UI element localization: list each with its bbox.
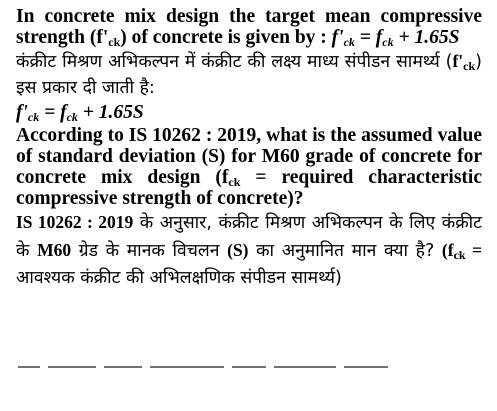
english-intro-subscript: ck [108, 35, 121, 49]
english-intro-text-2: ) of concrete is given by : [120, 27, 332, 48]
hindi-question-standard: IS 10262 : 2019 [16, 212, 134, 232]
question-content [16, 6, 482, 292]
english-question-text: According to IS 10262 : 2019, what is the assumed value of standard deviation (S) for M60 grade of concrete for concrete mix design (f [16, 125, 482, 188]
cropped-next-line [18, 366, 454, 370]
hindi-question-text-3: का अनुमानित मान क्या है? [248, 241, 442, 261]
hindi-question-text: के अनुसार, कंक्रीट मिश्रण अभिकल्पन के लिए कंक्रीट के [16, 213, 482, 261]
hindi-question-symbol: (S) [227, 240, 249, 260]
english-question-text-2: = required characteristic compressive strength of concrete)? [16, 167, 482, 209]
hindi-question [16, 209, 482, 292]
hindi-intro-text-2: ) इस प्रकार दी जाती है: [16, 52, 482, 98]
hindi-question-text-4: आवश्यक कंक्रीट की अभिलक्षणिक संपीडन सामर्थ्य) [16, 268, 342, 288]
hindi-question-fck: ($f_{ck}$ = [441, 240, 482, 262]
english-question-subscript: ck [228, 175, 241, 189]
formula-line: $f'_{ck} = f_{ck} + 1.65S$ [16, 102, 144, 124]
hindi-intro [16, 48, 482, 101]
hindi-intro-symbol: $f'_{ck}$ [452, 51, 476, 73]
hindi-intro-text: कंक्रीट मिश्रण अभिकल्पन में कंक्रीट की लक्ष्य माध्य संपीडन सामर्थ्य ( [16, 52, 453, 72]
english-intro-text: In concrete mix design the target mean compressive strength (f' [16, 6, 482, 48]
hindi-question-text-2: ग्रेड के मानक विचलन [71, 241, 228, 261]
english-inline-formula: $f'_{ck} = f_{ck} + 1.65S$ [331, 27, 460, 49]
english-intro [16, 6, 482, 48]
hindi-question-grade: M60 [37, 240, 72, 260]
english-question [16, 125, 482, 209]
